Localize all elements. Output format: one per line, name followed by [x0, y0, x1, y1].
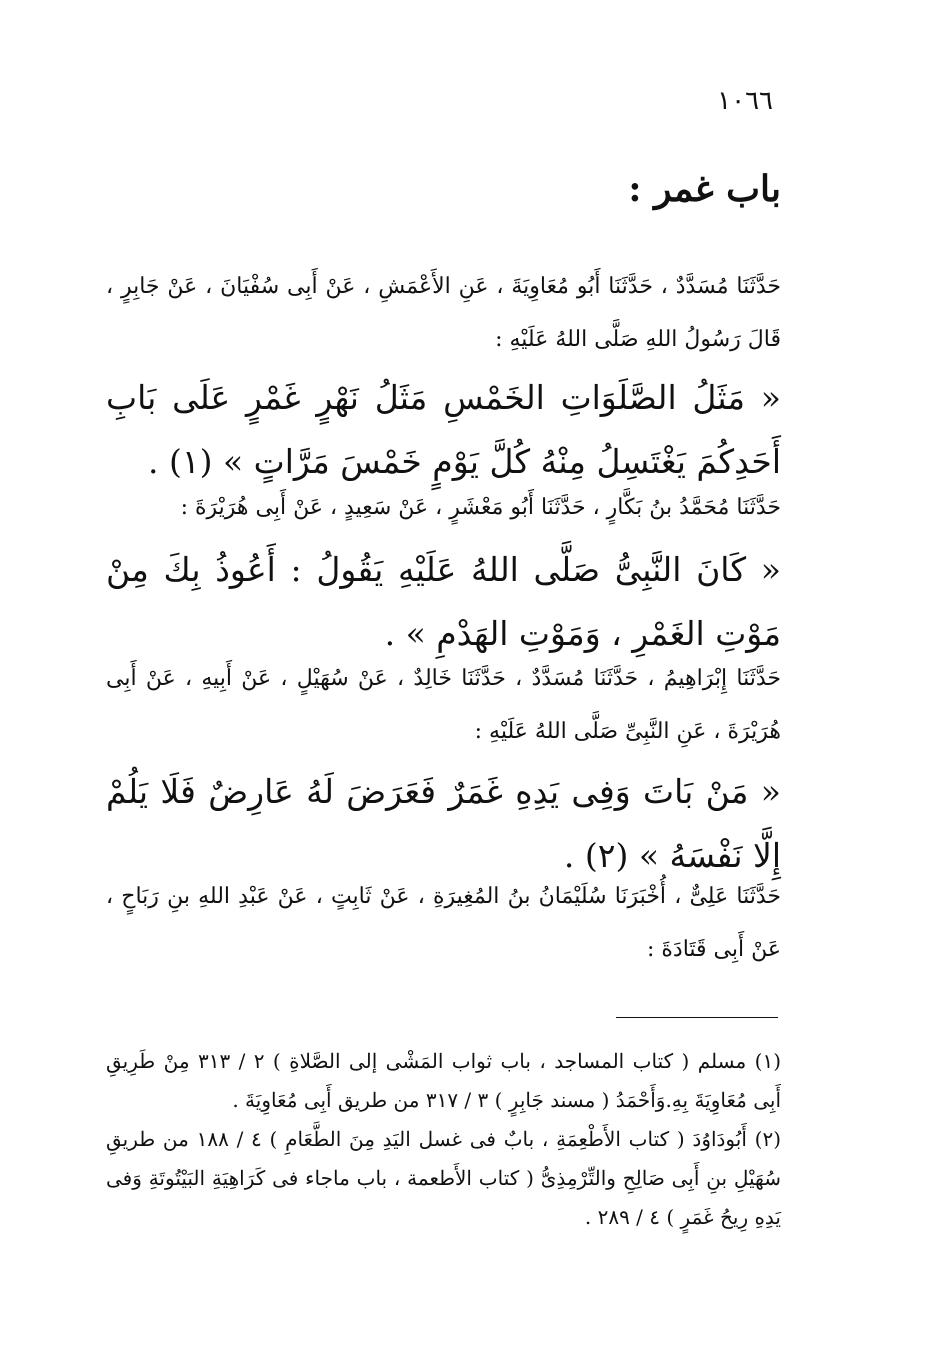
hadith-1: « مَثَلُ الصَّلَوَاتِ الخَمْسِ مَثَلُ نَهْرٍ غَمْرٍ عَلَى بَابِ أَحَدِكُمَ يَغْتَسِلُ مِنْهُ كُلَّ يَوْمٍ خَمْسَ مَرَّاتٍ » (١) . — [106, 378, 781, 481]
isnad-4: حَدَّثَنَا عَلِىٌّ ، أُخْبَرَنَا سُلَيْمَانُ بنُ المُغِيرَةِ ، عَنْ ثَابِتٍ ، عَنْ عَبْدِ اللهِ بنِ رَبَاحٍ ، عَنْ أَبِى قَتَادَةَ : — [106, 884, 781, 962]
page-number: ١٠٦٦ — [717, 86, 773, 116]
hadith-3: « مَنْ بَاتَ وَفِى يَدِهِ غَمَرٌ فَعَرَضَ لَهُ عَارِضٌ فَلَا يَلُمْ إِلَّا نَفْسَهُ » (٢) . — [106, 772, 781, 875]
footnotes — [106, 1042, 781, 1237]
isnad-3: حَدَّثَنَا إِبْرَاهِيمُ ، حَدَّثَنَا مُسَدَّدٌ ، حَدَّثَنَا خَالِدٌ ، عَنْ سُهَيْلٍ ، عَنْ أَبِيهِ ، عَنْ أَبِى هُرَيْرَةَ ، عَنِ النَّبِىِّ صَلَّى اللهُ عَلَيْهِ : — [106, 666, 781, 744]
footnote-1: (١) مسلم ( كتاب المساجد ، باب ثواب المَشْى إلى الصَّلاةِ ) ٢ / ٣١٣ مِنْ طَرِيقِ أَبِى مُعَاوِيَةَ بِهِ.وَأَحْمَدُ ( مسند جَابِرٍ ) ٣ / ٣١٧ من طريق أَبِى مُعَاوِيَةَ . — [106, 1049, 781, 1112]
footnote-2: (٢) أَبُودَاوُدَ ( كتاب الأَطْعِمَةِ ، بابٌ فى غسل اليَدِ مِنَ الطَّعَامِ ) ٤ / ١٨٨ من طريقِ سُهَيْلِ بنِ أَبِى صَالِحِ والتِّرْمِذِىُّ ( كتاب الأَطعمة ، باب ماجاء فى كَرَاهِيَةِ البَيْتُوتَةِ وَفى يَدِهِ رِيحُ غَمَرٍ ) ٤ / ٢٨٩ . — [106, 1127, 781, 1229]
hadith-2: « كَانَ النَّبِىُّ صَلَّى اللهُ عَلَيْهِ يَقُولُ : أَعُوذُ بِكَ مِنْ مَوْتِ الغَمْرِ ، وَمَوْتِ الهَدْمِ » . — [106, 550, 781, 653]
footnote-separator — [616, 1017, 778, 1018]
chapter-title: باب غمر : — [628, 168, 781, 210]
isnad-1: حَدَّثَنَا مُسَدَّدٌ ، حَدَّثَنَا أَبُو مُعَاوِيَةَ ، عَنِ الأَعْمَشِ ، عَنْ أَبِى سُفْيَانَ ، عَنْ جَابِرٍ ، قَالَ رَسُولُ اللهِ صَلَّى اللهُ عَلَيْهِ : — [106, 274, 781, 352]
isnad-2: حَدَّثَنَا مُحَمَّدُ بنُ بَكَّارٍ ، حَدَّثَنَا أَبُو مَعْشَرٍ ، عَنْ سَعِيدٍ ، عَنْ أَبِى هُرَيْرَةَ : — [180, 495, 781, 520]
